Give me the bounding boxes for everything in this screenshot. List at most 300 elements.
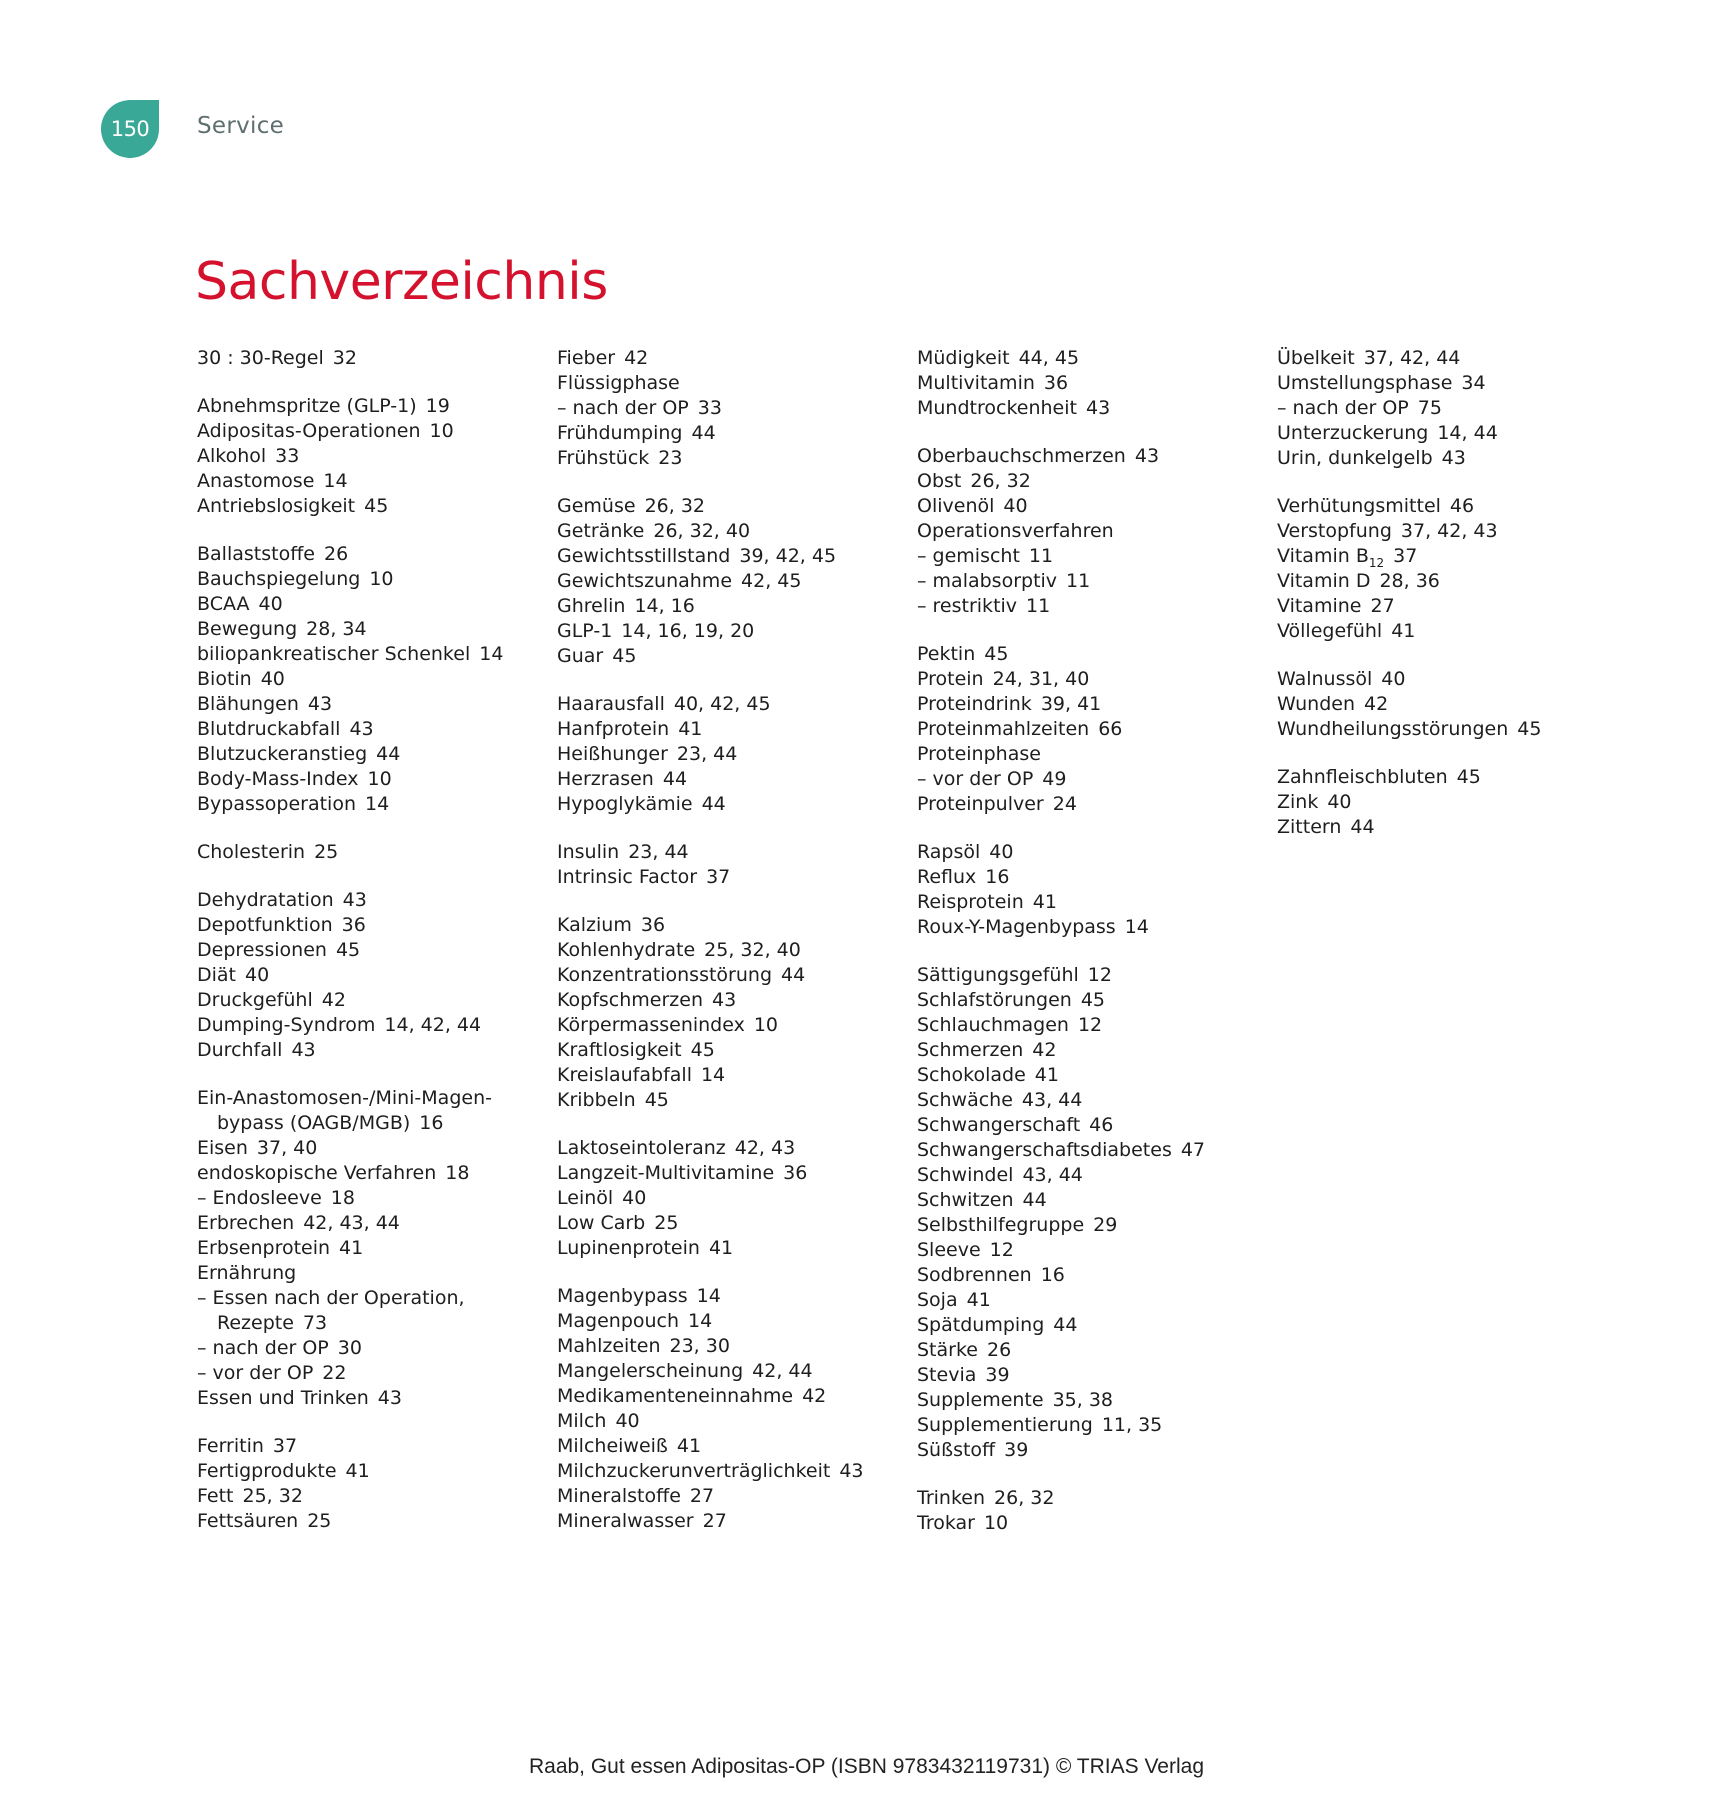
index-term: GLP-1 [557, 620, 613, 642]
index-term: Diät [197, 964, 237, 986]
index-term: Schwäche [917, 1089, 1013, 1111]
index-entry [917, 1038, 1262, 1063]
index-term: Süßstoff [917, 1439, 996, 1461]
index-term: Müdigkeit [917, 347, 1010, 369]
index-page-refs: 41 [676, 1435, 702, 1457]
index-term: Stevia [917, 1364, 977, 1386]
index-term: Mahlzeiten [557, 1335, 661, 1357]
index-term: Verhütungsmittel [1277, 495, 1441, 517]
index-page-refs: 27 [689, 1485, 715, 1507]
index-page-refs: 10 [429, 420, 454, 442]
index-entry [1277, 396, 1622, 421]
index-entry [197, 1013, 542, 1038]
index-entry [917, 865, 1262, 890]
index-page-refs: 45 [1517, 718, 1542, 740]
index-entry [557, 840, 902, 865]
index-entry [557, 1434, 902, 1459]
index-page-refs: 43 [839, 1460, 864, 1482]
index-entry [197, 913, 542, 938]
index-entry [917, 569, 1262, 594]
index-entry [197, 1509, 542, 1534]
index-term: Wundheilungsstörungen [1277, 718, 1509, 740]
index-entry [917, 642, 1262, 667]
index-page-refs: 44 [662, 768, 688, 790]
index-term: Depressionen [197, 939, 327, 961]
index-page-refs: 44 [1022, 1189, 1047, 1211]
index-page-refs: 26, 32 [644, 495, 705, 517]
index-term: Gewichtszunahme [557, 570, 733, 592]
index-page-refs: 40, 42, 45 [673, 693, 771, 715]
index-page-refs: 23, 44 [676, 743, 738, 765]
index-term: Trokar [917, 1512, 975, 1534]
index-entry [557, 1136, 902, 1161]
index-term: bypass (OAGB/MGB) [217, 1112, 411, 1134]
index-term: Sodbrennen [917, 1264, 1032, 1286]
index-term: Milcheiweiß [557, 1435, 668, 1457]
index-entry [1277, 346, 1622, 371]
index-term: Bypassoperation [197, 793, 357, 815]
index-page-refs: 41 [339, 1237, 364, 1259]
index-entry [917, 1288, 1262, 1313]
index-page-refs: 30 [337, 1337, 362, 1359]
index-entry [557, 396, 902, 421]
index-page-refs: 23, 44 [628, 841, 689, 863]
index-entry [197, 419, 542, 444]
index-entry [197, 494, 542, 519]
index-entry [557, 1484, 902, 1509]
index-entry [917, 988, 1262, 1013]
index-page-refs: 42 [802, 1385, 827, 1407]
index-term: Vitamin D [1277, 570, 1371, 592]
index-entry [917, 1388, 1262, 1413]
index-term: – nach der OP [1277, 397, 1409, 419]
index-entry [557, 767, 902, 792]
index-entry [197, 963, 542, 988]
index-page-refs: 18 [330, 1187, 355, 1209]
index-entry [197, 1186, 542, 1211]
index-entry [197, 469, 542, 494]
index-column-4 [1277, 346, 1622, 840]
index-term: Schmerzen [917, 1039, 1024, 1061]
index-page-refs: 14 [365, 793, 390, 815]
index-page-refs: 41 [1032, 891, 1057, 913]
index-entry [917, 717, 1262, 742]
index-page-refs: 40 [1327, 791, 1352, 813]
index-entry [197, 1086, 542, 1111]
index-term: Bauchspiegelung [197, 568, 361, 590]
index-term: BCAA [197, 593, 250, 615]
index-entry [557, 1359, 902, 1384]
index-entry [197, 1236, 542, 1261]
index-entry [917, 1063, 1262, 1088]
index-entry [557, 865, 902, 890]
index-page-refs: 11 [1026, 595, 1051, 617]
index-page-refs: 12 [1077, 1014, 1103, 1036]
index-term: Laktoseintoleranz [557, 1137, 726, 1159]
index-page-refs: 35, 38 [1052, 1389, 1114, 1411]
index-entry [197, 1434, 542, 1459]
index-entry [557, 963, 902, 988]
index-term: Heißhunger [557, 743, 668, 765]
index-term: Hypoglykämie [557, 793, 693, 815]
index-term: Cholesterin [197, 841, 306, 863]
index-term: – Endosleeve [197, 1187, 322, 1209]
index-entry [917, 890, 1262, 915]
index-entry [557, 519, 902, 544]
index-entry [197, 1211, 542, 1236]
index-page-refs: 43 [342, 889, 367, 911]
index-page-refs: 26, 32, 40 [653, 520, 751, 542]
index-entry [917, 1438, 1262, 1463]
index-page-refs: 43 [1441, 447, 1466, 469]
index-page-refs: 28, 34 [306, 618, 367, 640]
index-page-refs: 44 [691, 422, 716, 444]
index-term: Frühdumping [557, 422, 683, 444]
index-entry [197, 742, 542, 767]
index-entry [1277, 421, 1622, 446]
index-term: Flüssigphase [557, 372, 680, 394]
index-page-refs: 40 [622, 1187, 647, 1209]
index-entry [197, 1311, 542, 1336]
index-term: Durchfall [197, 1039, 283, 1061]
index-term: Mangelerscheinung [557, 1360, 744, 1382]
index-page-refs: 10 [983, 1512, 1009, 1534]
index-page-refs: 45 [335, 939, 361, 961]
index-term: Dumping-Syndrom [197, 1014, 376, 1036]
index-term: Schwangerschaft [917, 1114, 1081, 1136]
index-page-refs: 25, 32 [242, 1485, 303, 1507]
index-term: Übelkeit [1277, 347, 1355, 369]
index-entry [557, 1236, 902, 1261]
index-page-refs: 10 [367, 768, 392, 790]
index-term: Völlegefühl [1277, 620, 1383, 642]
index-page-refs: 43 [291, 1039, 316, 1061]
index-page-refs: 44 [1053, 1314, 1078, 1336]
index-entry [917, 1338, 1262, 1363]
index-term: Druckgefühl [197, 989, 313, 1011]
index-page-refs: 41 [678, 718, 703, 740]
index-term: Milch [557, 1410, 607, 1432]
index-term: Sättigungsgefühl [917, 964, 1079, 986]
index-page-refs: 41 [1034, 1064, 1059, 1086]
index-entry [557, 692, 902, 717]
index-term: Anastomose [197, 470, 315, 492]
index-term: Frühstück [557, 447, 650, 469]
index-entry [557, 371, 902, 396]
index-term: Ghrelin [557, 595, 626, 617]
index-entry [1277, 815, 1622, 840]
index-page-refs: 23, 30 [669, 1335, 730, 1357]
index-entry [917, 594, 1262, 619]
index-term: – gemischt [917, 545, 1020, 567]
index-page-refs: 44 [781, 964, 806, 986]
index-page-refs: 46 [1089, 1114, 1114, 1136]
index-page-refs: 44 [1350, 816, 1375, 838]
index-page-refs: 40 [245, 964, 270, 986]
index-page-refs: 14, 44 [1437, 422, 1498, 444]
index-page-refs: 45 [644, 1089, 669, 1111]
index-entry [557, 1161, 902, 1186]
index-term: Haarausfall [557, 693, 665, 715]
index-term: Rezepte [217, 1312, 294, 1334]
index-entry [557, 1334, 902, 1359]
index-term: biliopankreatischer Schenkel [197, 643, 471, 665]
index-page-refs: 43 [1085, 397, 1111, 419]
index-entry [197, 938, 542, 963]
index-page-refs: 36 [341, 914, 366, 936]
index-page-refs: 16 [1040, 1264, 1065, 1286]
index-page-refs: 14 [696, 1285, 721, 1307]
index-page-refs: 45 [364, 495, 389, 517]
index-term: Zittern [1277, 816, 1342, 838]
index-page-refs: 39, 41 [1040, 693, 1102, 715]
index-page-refs: 41 [966, 1289, 991, 1311]
index-term: Ferritin [197, 1435, 264, 1457]
index-page-refs: 41 [345, 1460, 370, 1482]
index-entry [557, 717, 902, 742]
index-entry [557, 346, 902, 371]
index-term: Guar [557, 645, 604, 667]
index-page-refs: 19 [425, 395, 450, 417]
index-entry [197, 840, 542, 865]
index-entry [197, 1161, 542, 1186]
index-term: – nach der OP [557, 397, 689, 419]
index-term: Kraftlosigkeit [557, 1039, 682, 1061]
index-term: Dehydratation [197, 889, 334, 911]
index-entry [917, 371, 1262, 396]
index-entry [917, 346, 1262, 371]
index-term: Trinken [917, 1487, 986, 1509]
index-term: Reisprotein [917, 891, 1024, 913]
index-page-refs: 42 [624, 347, 649, 369]
index-entry [917, 1263, 1262, 1288]
index-page-refs: 36 [1043, 372, 1069, 394]
index-term: Selbsthilfegruppe [917, 1214, 1085, 1236]
index-term: – nach der OP [197, 1337, 329, 1359]
index-page-refs: 46 [1449, 495, 1475, 517]
index-term: Lupinenprotein [557, 1237, 700, 1259]
index-term: Kribbeln [557, 1089, 636, 1111]
index-page-refs: 24 [1052, 793, 1077, 815]
index-entry [917, 1138, 1262, 1163]
index-page-refs: 42 [321, 989, 346, 1011]
index-page-refs: 25 [654, 1212, 679, 1234]
index-page-refs: 42, 43 [734, 1137, 796, 1159]
index-term: Kalzium [557, 914, 632, 936]
index-page-refs: 43 [307, 693, 333, 715]
index-page-refs: 33 [697, 397, 722, 419]
index-page-refs: 22 [322, 1362, 347, 1384]
index-entry [1277, 594, 1622, 619]
index-entry [197, 717, 542, 742]
index-entry [197, 346, 542, 371]
index-term: Erbrechen [197, 1212, 295, 1234]
index-entry [917, 1511, 1262, 1536]
index-page-refs: 42, 44 [752, 1360, 813, 1382]
index-entry [917, 692, 1262, 717]
index-entry [557, 913, 902, 938]
index-entry [197, 767, 542, 792]
index-page-refs: 14, 16, 19, 20 [621, 620, 755, 642]
index-page-refs: 11 [1066, 570, 1091, 592]
index-page-refs: 24, 31, 40 [992, 668, 1090, 690]
index-term: Walnussöl [1277, 668, 1373, 690]
index-entry [557, 1384, 902, 1409]
index-term: Hanfprotein [557, 718, 670, 740]
index-term: Biotin [197, 668, 252, 690]
index-entry [557, 446, 902, 471]
index-page-refs: 18 [445, 1162, 470, 1184]
index-entry [917, 840, 1262, 865]
index-page-refs: 45 [1080, 989, 1106, 1011]
index-page-refs: 40 [258, 593, 283, 615]
index-entry [557, 494, 902, 519]
index-entry [1277, 446, 1622, 471]
index-page-refs: 40 [615, 1410, 640, 1432]
index-page-refs: 45 [984, 643, 1009, 665]
index-entry [197, 1386, 542, 1411]
index-entry [917, 1163, 1262, 1188]
index-page-refs: 37, 42, 43 [1400, 520, 1498, 542]
index-entry [197, 1261, 542, 1286]
index-term: Operationsverfahren [917, 520, 1114, 542]
index-entry [197, 888, 542, 913]
index-entry [197, 617, 542, 642]
index-entry [197, 1459, 542, 1484]
index-entry [197, 1336, 542, 1361]
index-page-refs: 49 [1042, 768, 1067, 790]
index-page-refs: 16 [985, 866, 1010, 888]
index-term: Ballaststoffe [197, 543, 315, 565]
index-term: Schlafstörungen [917, 989, 1072, 1011]
index-entry [917, 1088, 1262, 1113]
index-term: Spätdumping [917, 1314, 1045, 1336]
index-page-refs: 44 [376, 743, 401, 765]
index-entry [557, 1063, 902, 1088]
index-term: Fertigprodukte [197, 1460, 337, 1482]
index-term: Herzrasen [557, 768, 654, 790]
index-page-refs: 25, 32, 40 [704, 939, 801, 961]
index-entry [557, 742, 902, 767]
index-term: Vitamine [1277, 595, 1362, 617]
index-term: Mineralwasser [557, 1510, 694, 1532]
index-term: Blähungen [197, 693, 299, 715]
index-term: Kreislaufabfall [557, 1064, 692, 1086]
index-page-refs: 36 [783, 1162, 808, 1184]
index-entry [557, 644, 902, 669]
index-page-refs: 37 [706, 866, 731, 888]
index-entry [917, 396, 1262, 421]
index-term: Pektin [917, 643, 976, 665]
index-page-refs: 14 [1124, 916, 1149, 938]
index-term: Bewegung [197, 618, 298, 640]
index-entry [197, 1038, 542, 1063]
index-term: Proteinphase [917, 743, 1041, 765]
index-term: Körpermassenindex [557, 1014, 745, 1036]
index-entry [197, 988, 542, 1013]
page-number-badge: 150 [101, 100, 159, 158]
index-term: Blutzuckeranstieg [197, 743, 368, 765]
index-page-refs: 27 [1370, 595, 1395, 617]
index-entry [557, 1186, 902, 1211]
index-term: Fieber [557, 347, 616, 369]
index-page-refs: 43 [712, 989, 737, 1011]
index-term: Schokolade [917, 1064, 1026, 1086]
index-page-refs: 75 [1417, 397, 1442, 419]
index-entry [1277, 790, 1622, 815]
index-page-refs: 44, 45 [1018, 347, 1080, 369]
index-term: Insulin [557, 841, 620, 863]
index-page-refs: 26, 32 [970, 470, 1031, 492]
index-page-refs: 25 [307, 1510, 332, 1532]
index-page-refs: 26, 32 [994, 1487, 1055, 1509]
index-page-refs: 25 [314, 841, 339, 863]
index-entry [1277, 519, 1622, 544]
index-term: 30 : 30-Regel [197, 347, 324, 369]
index-term: Verstopfung [1277, 520, 1392, 542]
index-term: Multivitamin [917, 372, 1035, 394]
index-entry [197, 394, 542, 419]
index-entry [197, 1484, 542, 1509]
index-term: Vitamin B [1277, 545, 1369, 567]
index-term: Essen und Trinken [197, 1387, 369, 1409]
index-page-refs: 23 [658, 447, 683, 469]
index-page-refs: 37, 42, 44 [1363, 347, 1461, 369]
footer-copyright: Raab, Gut essen Adipositas-OP (ISBN 9783432119731) © TRIAS Verlag [528, 1755, 1205, 1778]
index-term: Proteinpulver [917, 793, 1044, 815]
index-term: Ernährung [197, 1262, 297, 1284]
index-page-refs: 42, 43, 44 [303, 1212, 400, 1234]
index-term: Umstellungsphase [1277, 372, 1453, 394]
index-entry [917, 1188, 1262, 1213]
index-page-refs: 47 [1180, 1139, 1206, 1161]
index-term: – malabsorptiv [917, 570, 1058, 592]
index-term: Gemüse [557, 495, 636, 517]
index-term: – Essen nach der Operation, [197, 1287, 465, 1309]
index-term: Schwitzen [917, 1189, 1014, 1211]
index-entry [917, 1013, 1262, 1038]
index-term: Kopfschmerzen [557, 989, 703, 1011]
index-page-refs: 42 [1032, 1039, 1057, 1061]
index-page-refs: 42 [1364, 693, 1389, 715]
index-term: Milchzuckerunverträglichkeit [557, 1460, 831, 1482]
index-page-refs: 39 [1004, 1439, 1029, 1461]
page-title: Sachverzeichnis [195, 252, 608, 312]
index-entry [557, 988, 902, 1013]
index-entry [917, 915, 1262, 940]
index-entry [197, 1136, 542, 1161]
index-page-refs: 14, 16 [634, 595, 695, 617]
index-page-refs: 43 [349, 718, 374, 740]
index-entry [557, 1459, 902, 1484]
index-page-refs: 45 [690, 1039, 715, 1061]
index-term: Proteindrink [917, 693, 1032, 715]
index-term: Abnehmspritze (GLP-1) [197, 395, 417, 417]
index-term: Rapsöl [917, 841, 981, 863]
index-term: Fett [197, 1485, 234, 1507]
index-term: Adipositas-Operationen [197, 420, 421, 442]
index-page-refs: 40 [1003, 495, 1028, 517]
index-entry [557, 1309, 902, 1334]
index-page-refs: 40 [1381, 668, 1406, 690]
index-term: Zahnfleischbluten [1277, 766, 1448, 788]
index-term: Eisen [197, 1137, 248, 1159]
index-page-refs: 39 [985, 1364, 1010, 1386]
index-term: Antriebslosigkeit [197, 495, 356, 517]
index-term: – vor der OP [197, 1362, 314, 1384]
index-entry [557, 938, 902, 963]
index-page-refs: 11, 35 [1101, 1414, 1163, 1436]
